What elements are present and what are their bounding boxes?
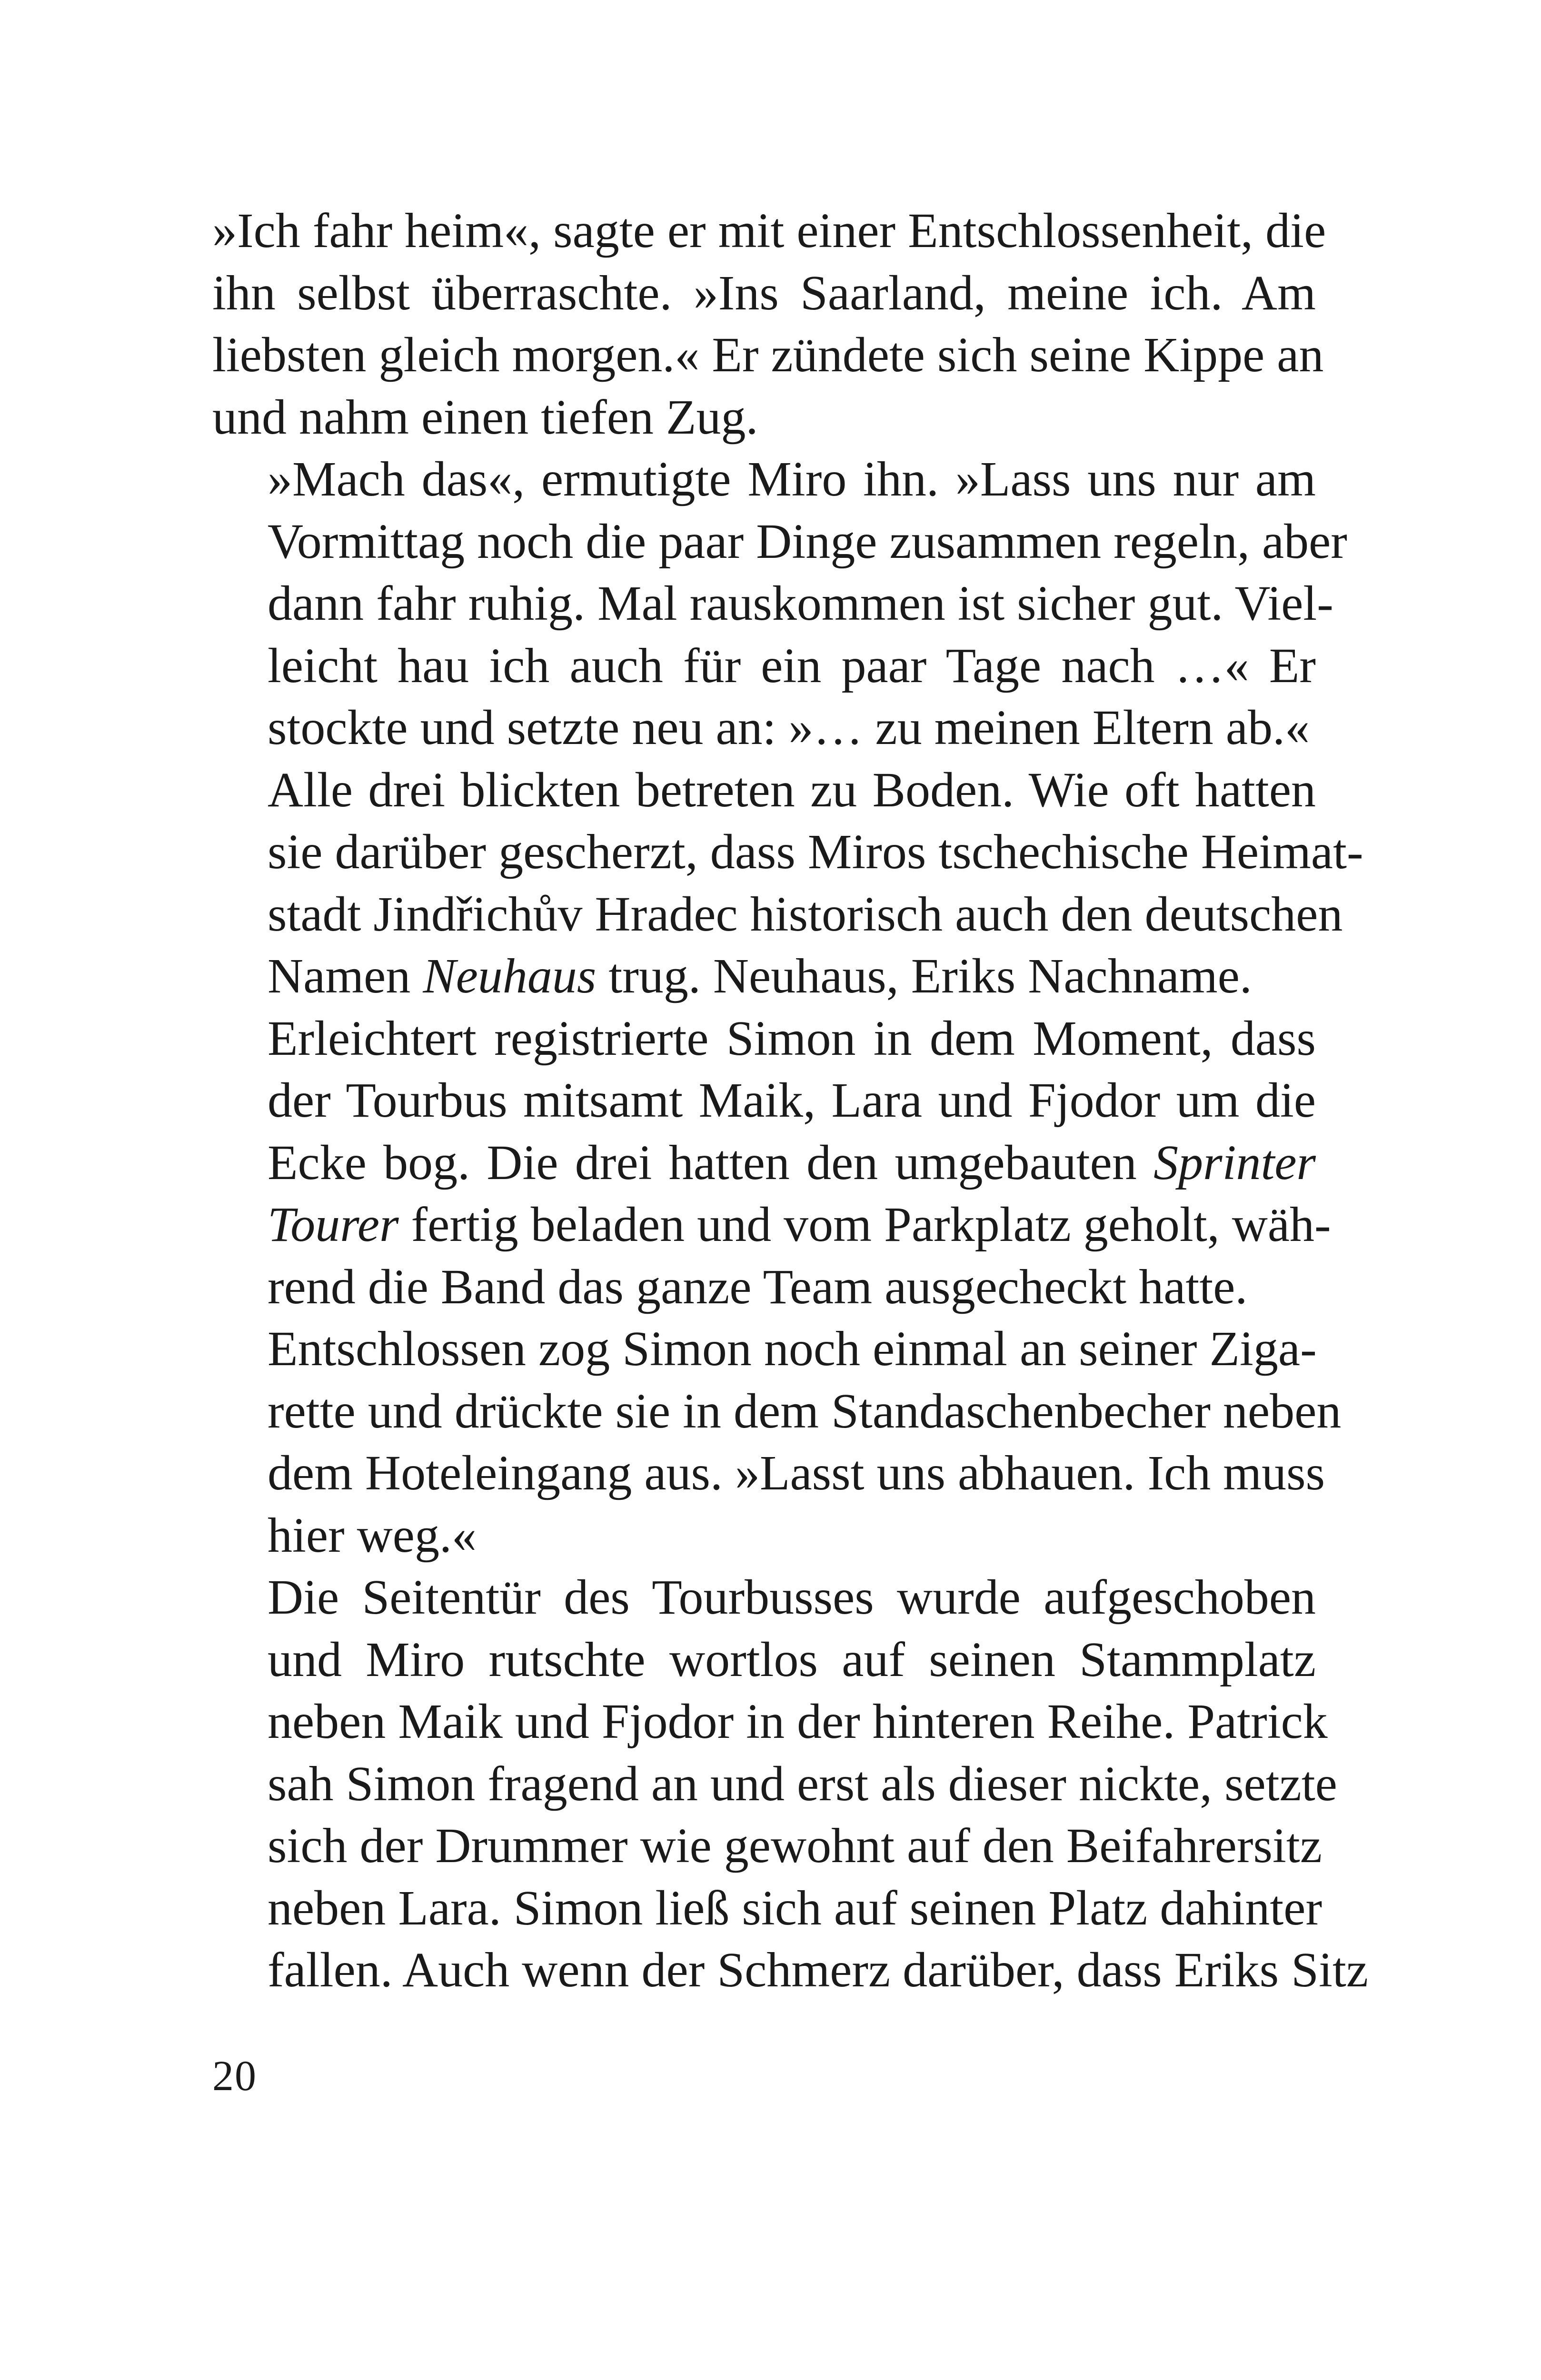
italic-text: Sprinter — [1153, 1135, 1316, 1190]
text-segment: »Ich fahr heim«, sagte er mit einer Entschlossenheit, die — [212, 203, 1326, 258]
text-line — [212, 821, 1363, 883]
text-segment: und Miro rutschte wortlos auf seinen Stammplatz — [268, 1632, 1316, 1687]
text-segment: Namen — [268, 949, 423, 1003]
italic-text: Neuhaus — [423, 949, 597, 1003]
text-segment: trug. Neuhaus, Eriks Nachname. — [596, 949, 1252, 1003]
text-segment: sah Simon fragend an und erst als dieser nickte, setzte — [268, 1756, 1337, 1811]
text-line — [212, 1815, 1322, 1877]
text-segment: dem Hoteleingang aus. »Lasst uns abhauen. Ich muss — [268, 1446, 1325, 1500]
text-segment: Ecke bog. Die drei hatten den umgebauten — [268, 1135, 1154, 1190]
text-line — [212, 883, 1343, 946]
text-segment: und nahm einen tiefen Zug. — [212, 389, 758, 445]
paragraph — [212, 200, 1326, 448]
text-line — [212, 1877, 1322, 1940]
text-segment: dann fahr ruhig. Mal rauskommen ist sicher gut. Viel- — [268, 576, 1333, 631]
text-line — [212, 759, 1316, 822]
text-line — [212, 1194, 1331, 1256]
text-line — [212, 1256, 1316, 1319]
text-line — [212, 1442, 1325, 1505]
text-line — [212, 200, 1326, 262]
paragraph — [212, 1318, 1342, 1567]
text-segment: Entschlossen zog Simon noch einmal an seiner Ziga- — [268, 1321, 1317, 1376]
text-segment: sie darüber gescherzt, dass Miros tschechische Heimat- — [268, 824, 1363, 879]
text-line — [212, 324, 1324, 387]
paragraph — [212, 1567, 1369, 2002]
text-line — [212, 1380, 1342, 1443]
text-line — [212, 1691, 1328, 1753]
text-segment: stockte und setzte neu an: »… zu meinen Eltern ab.« — [268, 700, 1310, 755]
text-line — [212, 1318, 1316, 1380]
text-segment: fallen. Auch wenn der Schmerz darüber, dass Eriks Sitz — [268, 1943, 1369, 1997]
text-line — [212, 1132, 1316, 1194]
text-segment: rette und drückte sie in dem Standaschenbecher neben — [268, 1383, 1342, 1438]
text-line — [212, 1008, 1316, 1070]
text-segment: Die Seitentür des Tourbusses wurde aufgeschoben — [268, 1570, 1316, 1625]
text-segment: »Mach das«, ermutigte Miro ihn. »Lass uns nur am — [268, 452, 1316, 506]
text-segment: sich der Drummer wie gewohnt auf den Beifahrersitz — [268, 1818, 1322, 1873]
text-line — [212, 262, 1316, 325]
text-segment: hier weg.« — [268, 1507, 477, 1563]
text-line — [212, 945, 1316, 1008]
text-segment: fertig beladen und vom Parkplatz geholt, wäh- — [398, 1197, 1331, 1252]
text-line — [212, 1070, 1316, 1132]
italic-text: Tourer — [268, 1197, 399, 1252]
text-segment: Erleichtert registrierte Simon in dem Moment, dass — [268, 1011, 1316, 1066]
text-line — [212, 1753, 1337, 1815]
text-segment: ihn selbst überraschte. »Ins Saarland, meine ich. Am — [212, 265, 1316, 320]
text-segment: rend die Band das ganze Team ausgecheckt hatte. — [268, 1259, 1248, 1314]
text-line — [212, 573, 1333, 635]
text-segment: leicht hau ich auch für ein paar Tage nach …« Er — [268, 638, 1316, 693]
text-line — [212, 511, 1347, 573]
body-text — [212, 200, 1369, 2002]
text-segment: stadt Jindřichův Hradec historisch auch den deutschen — [268, 886, 1343, 942]
paragraph — [212, 448, 1347, 759]
text-line — [212, 697, 1316, 759]
text-line — [212, 1567, 1316, 1629]
text-line — [212, 1629, 1316, 1691]
text-line — [212, 1939, 1369, 2002]
paragraph — [212, 1008, 1331, 1319]
text-line — [212, 448, 1316, 511]
text-segment: der Tourbus mitsamt Maik, Lara und Fjodor um die — [268, 1073, 1316, 1128]
paragraph — [212, 759, 1363, 1008]
text-line — [212, 387, 1316, 449]
text-segment: neben Lara. Simon ließ sich auf seinen Platz dahinter — [268, 1880, 1322, 1935]
text-segment: Vormittag noch die paar Dinge zusammen regeln, aber — [268, 514, 1347, 569]
page-number: 20 — [212, 2053, 257, 2100]
text-segment: neben Maik und Fjodor in der hinteren Reihe. Patrick — [268, 1694, 1328, 1749]
text-segment: Alle drei blickten betreten zu Boden. Wie oft hatten — [268, 762, 1316, 817]
text-line — [212, 635, 1316, 697]
text-line — [212, 1505, 1316, 1567]
text-segment: liebsten gleich morgen.« Er zündete sich seine Kippe an — [212, 327, 1324, 382]
